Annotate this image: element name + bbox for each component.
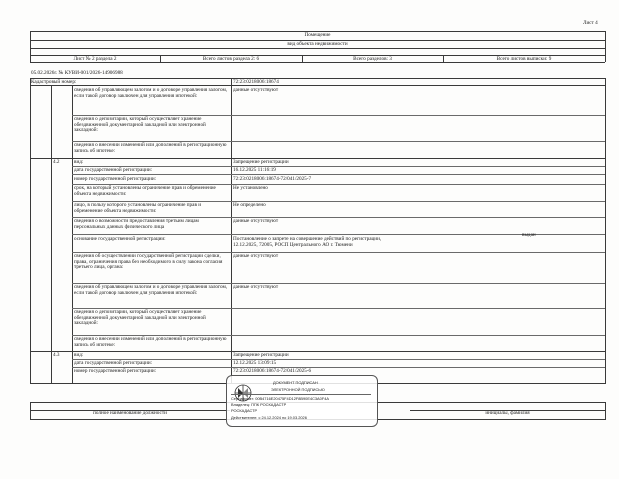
b2-basis-value-1: Постановление о запрете на совершение действий по регистрации, — [233, 236, 382, 242]
b3-date-label: дата государственной регистрации: — [74, 360, 153, 366]
b2-person-value: Не определено — [233, 202, 266, 208]
b2-person-label: лицо, в пользу которого установлены ограничение прав и обременение объекта недвижимости: — [74, 202, 201, 214]
document-ref: 05.02.2026г. № КУВИ-001/2026-14906988 — [31, 70, 123, 76]
b2-consent-label: сведения об осуществлении государственной регистрации сделки, права, ограничения права без необходимого в силу закона согласия третьего лица, органа: — [74, 253, 223, 271]
b3-type-value: Запрещение регистрации — [233, 352, 289, 358]
stamp-line-2: ЭЛЕКТРОННОЙ ПОДПИСЬЮ — [271, 387, 325, 392]
stamp-line-6: Действителен: с 24.12.2024 по 19.03.2026 — [231, 415, 307, 420]
cadastral-value: 72:23:0218006:18674 — [233, 79, 279, 85]
b2-date-value: 16.12.2025 11:16:19 — [233, 167, 276, 173]
b2-mgmt-label: сведения об управляющем залогом и о договоре управления залогом, если такой договор заключен для управления ипотекой: — [74, 284, 228, 296]
b2-basis-label: основание государственной регистрации: — [74, 236, 166, 242]
sheet-section: Лист № 2 раздела 2 — [73, 56, 117, 62]
total-section-sheets: Всего листов раздела 2: 6 — [202, 56, 260, 62]
b2-type-label: вид: — [74, 159, 84, 165]
b3-regnum-value: 72:23:0218006:18674-72/041/2025-6 — [233, 368, 312, 374]
b1-mortgage-note-label: сведения о внесении изменений или дополнений в регистрационную запись об ипотеке: — [74, 142, 227, 154]
total-extract-sheets: Всего листов выписки: 9 — [496, 56, 552, 62]
stamp-line-4: Владелец: ППК РОСКАДАСТР — [231, 402, 287, 407]
object-type-subtitle: вид объекта недвижимости — [287, 41, 348, 47]
e-signature-stamp — [226, 375, 378, 427]
b2-term-value: Не установлено — [233, 185, 268, 191]
b2-number: 4.2 — [53, 159, 60, 165]
b2-consent-value: данные отсутствуют — [233, 253, 279, 259]
signature-label: инициалы, фамилия — [485, 410, 530, 416]
page-label: Лист 4 — [583, 20, 598, 26]
b1-mgmt-label: сведения об управляющем залогом и о договоре управления залогом, если такой договор заключен для управления ипотекой: — [74, 87, 228, 99]
b2-basis-issued: выдан — [522, 232, 536, 238]
b2-type-value: Запрещение регистрации — [233, 159, 289, 165]
b3-regnum-label: номер государственной регистрации: — [74, 368, 157, 374]
b3-type-label: вид: — [74, 352, 84, 358]
b2-regnum-value: 72:23:0218006:18674-72/041/2025-7 — [233, 176, 312, 182]
b2-term-label: срок, на который установлены ограничение прав и обременение объекта недвижимости: — [74, 185, 216, 197]
b2-depositary-label: сведения о депозитарии, который осуществляет хранение обездвиженной документарной закладной или электронной закладной: — [74, 309, 206, 327]
b3-date-value: 12.12.2025 13:09:15 — [233, 360, 277, 366]
b2-thirdparty-label: сведения о возможности предоставления третьим лицам персональных данных физического лица — [74, 218, 199, 230]
object-type-title: Помещение — [304, 32, 331, 38]
b2-regnum-label: номер государственной регистрации: — [74, 176, 157, 182]
stamp-line-5: РОСКАДАСТР — [231, 408, 258, 413]
position-label: полное наименование должности — [93, 410, 167, 416]
b3-number: 4.3 — [53, 352, 60, 358]
stamp-line-3: Сертификат: 00B4716E20475F4D12F8B90E4C3A0F4A — [231, 396, 329, 401]
b2-mortgage-note-label: сведения о внесении изменений или дополнений в регистрационную запись об ипотеке: — [74, 336, 227, 348]
cadastral-label: Кадастровый номер: — [31, 79, 77, 85]
b1-mgmt-value: данные отсутствуют — [233, 87, 279, 93]
b2-mgmt-value: данные отсутствуют — [233, 284, 279, 290]
b2-thirdparty-value: данные отсутствуют — [233, 218, 279, 224]
b2-date-label: дата государственной регистрации: — [74, 167, 153, 173]
total-sections: Всего разделов: 3 — [353, 56, 392, 62]
stamp-line-1: ДОКУМЕНТ ПОДПИСАН — [273, 380, 318, 385]
b2-basis-value-2: 12.12.2025, 72005, РОСП Центрального АО г. Тюмени — [233, 242, 353, 248]
b1-depositary-label: сведения о депозитарии, который осуществляет хранение обездвиженной документарной закладной или электронной закладной: — [74, 116, 206, 134]
